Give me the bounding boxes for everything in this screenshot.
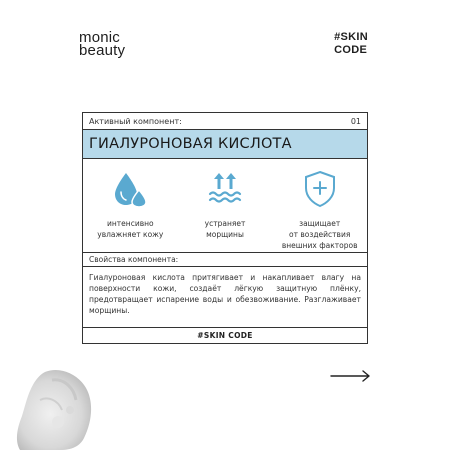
card-header <box>83 113 367 130</box>
skin-code-line-1: #SKIN <box>334 31 368 43</box>
component-title: ГИАЛУРОНОВАЯ КИСЛОТА <box>83 130 367 159</box>
component-card <box>82 112 368 344</box>
skin-code-tag <box>334 31 368 57</box>
component-number: 01 <box>350 116 361 126</box>
properties-text: Гиалуроновая кислота притягивает и накапливает влагу на поверхности кожи, создаёт лёгкую защитную плёнку, предотвращает испарение воды и обезвоживание. Разглаживает морщины. <box>83 267 367 328</box>
feature-label-line: морщины <box>206 230 244 239</box>
feature-label-line: устраняет <box>204 219 246 228</box>
card-footer-tag: #SKIN CODE <box>197 331 253 340</box>
features-row <box>83 159 367 253</box>
water-drops-icon <box>112 170 148 208</box>
skin-code-line-2: CODE <box>334 44 368 56</box>
feature-protect <box>272 159 367 252</box>
feature-wrinkles <box>178 159 273 252</box>
feature-label-line: внешних факторов <box>281 241 358 250</box>
foam-texture-image <box>0 360 100 450</box>
brand-line-2: beauty <box>79 42 126 59</box>
lifting-waves-icon <box>207 170 243 208</box>
shield-plus-icon <box>302 170 338 208</box>
brand-logo <box>79 31 125 57</box>
brand-line-1: monic <box>79 29 121 46</box>
properties-label: Свойства компонента: <box>83 253 367 267</box>
feature-label-line: защищает <box>299 219 341 228</box>
feature-moisturize <box>83 159 178 252</box>
feature-label-line: интенсивно <box>107 219 154 228</box>
active-component-label: Активный компонент: <box>89 116 182 126</box>
feature-label-line: от воздействия <box>289 230 351 239</box>
arrow-right-icon[interactable] <box>330 369 372 383</box>
feature-label-line: увлажняет кожу <box>97 230 164 239</box>
